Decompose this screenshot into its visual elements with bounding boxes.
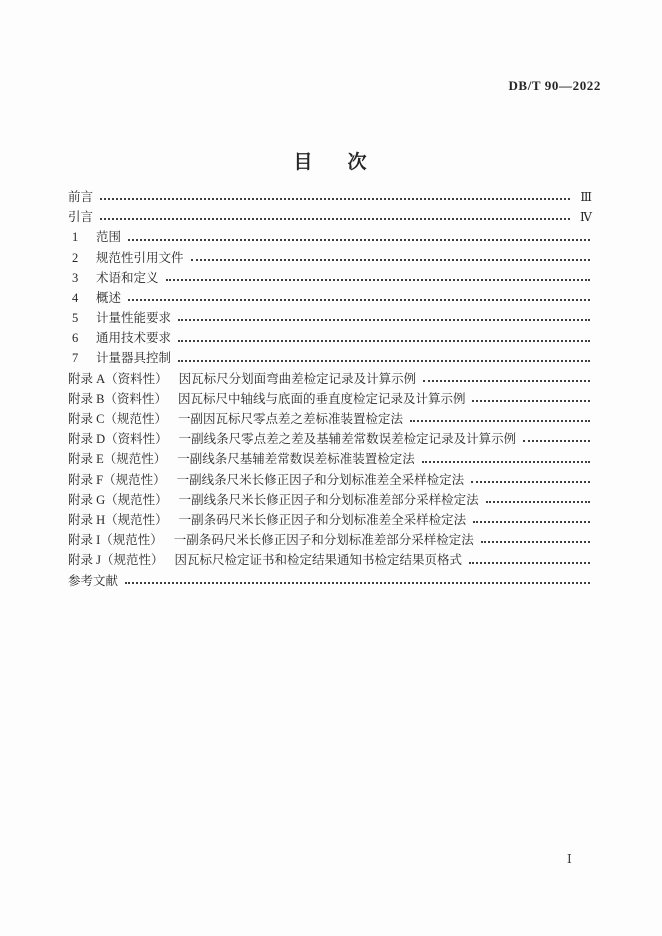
toc-entry [68,227,592,247]
dot-leader [100,198,570,200]
toc-entry [68,470,592,490]
dot-leader [481,541,590,543]
toc-entry [68,207,592,227]
toc-entry [68,308,592,328]
dot-leader [423,380,590,382]
toc-entry-title: 计量器具控制 [96,351,172,366]
toc-entry-number: 附录 J（规范性） [68,553,164,568]
toc-entry [68,510,592,530]
dot-leader [191,259,590,261]
toc-entry-number: 附录 H（规范性） [68,512,168,527]
dot-leader [523,440,590,442]
toc-entry-number: 3 [72,270,79,285]
dot-leader [473,521,590,523]
toc-entry-number: 6 [72,331,79,346]
toc-entry-number: 附录 C（规范性） [68,412,167,427]
toc-entry [68,490,592,510]
toc-entry [68,530,592,550]
dot-leader [128,239,590,241]
toc-entry-title: 引言 [68,210,94,225]
toc-entry [68,571,592,591]
toc-entry [68,409,592,429]
toc-entry [68,550,592,570]
toc-entry-number: 附录 B（资料性） [68,391,167,406]
toc-entry [68,288,592,308]
toc-entry-title: 一副线条尺基辅差常数误差标准装置检定法 [177,452,415,467]
toc-entry-title: 一副因瓦标尺零点差之差标准装置检定法 [177,412,403,427]
dot-leader [178,340,590,342]
page-title: 目 次 [293,151,375,173]
toc-entry-title: 术语和定义 [96,270,159,285]
dot-leader [486,501,590,503]
dot-leader [410,420,590,422]
toc-entry-number: 附录 E（规范性） [68,452,167,467]
toc-entry-title: 通用技术要求 [96,331,172,346]
toc-entry-title: 前言 [68,189,94,204]
toc-entry-title: 一副条码尺米长修正因子和分划标准差部分采样检定法 [173,533,474,548]
toc-entry-number: 4 [72,290,79,305]
toc-entry-title: 一副线条尺米长修正因子和分划标准差全采样检定法 [176,472,465,487]
toc-entry-number: 7 [72,351,79,366]
toc-entry [68,248,592,268]
toc-entry-title: 因瓦标尺中轴线与底面的垂直度检定记录及计算示例 [177,391,466,406]
toc-entry-title: 因瓦标尺检定证书和检定结果通知书检定结果页格式 [174,553,463,568]
dot-leader [471,481,590,483]
toc-entry-title: 一副线条尺米长修正因子和分划标准差部分采样检定法 [178,492,479,507]
footer-page-number: Ⅰ [567,852,572,866]
dot-leader [128,299,590,301]
toc-entry-number: 1 [72,230,79,245]
toc-entry-page: Ⅳ [580,210,592,225]
toc-entry-number: 2 [72,250,79,265]
toc-entry-title: 参考文献 [68,573,119,588]
toc-entry-page: Ⅲ [580,189,592,204]
toc-entry-title: 规范性引用文件 [96,250,184,265]
toc-entry [68,187,592,207]
dot-leader [472,400,590,402]
toc-entry-title: 概述 [96,290,122,305]
toc-entry [68,449,592,469]
toc-entry-number: 附录 G（规范性） [68,492,168,507]
toc-entry [68,429,592,449]
dot-leader [125,582,590,584]
dot-leader [166,279,590,281]
toc-entry-title: 一副线条尺零点差之差及基辅差常数误差检定记录及计算示例 [178,432,517,447]
toc-entry-title: 范围 [96,230,122,245]
toc-entry-number: 5 [72,311,79,326]
table-of-contents [68,187,592,591]
toc-entry-number: 附录 A（资料性） [68,371,168,386]
toc-entry [68,389,592,409]
dot-leader [422,461,590,463]
dot-leader [469,562,590,564]
toc-entry [68,349,592,369]
toc-entry-title: 计量性能要求 [96,311,172,326]
toc-entry-title: 因瓦标尺分划面弯曲差检定记录及计算示例 [178,371,417,386]
toc-entry [68,268,592,288]
dot-leader [178,360,590,362]
toc-entry-title: 一副条码尺米长修正因子和分划标准差全采样检定法 [178,512,467,527]
dot-leader [100,218,570,220]
toc-entry [68,328,592,348]
standard-number: DB/T 90—2022 [508,78,601,93]
dot-leader [178,319,590,321]
toc-entry [68,369,592,389]
toc-entry-number: 附录 D（资料性） [68,432,168,447]
toc-entry-number: 附录 I（规范性） [68,533,163,548]
toc-entry-number: 附录 F（规范性） [68,472,166,487]
